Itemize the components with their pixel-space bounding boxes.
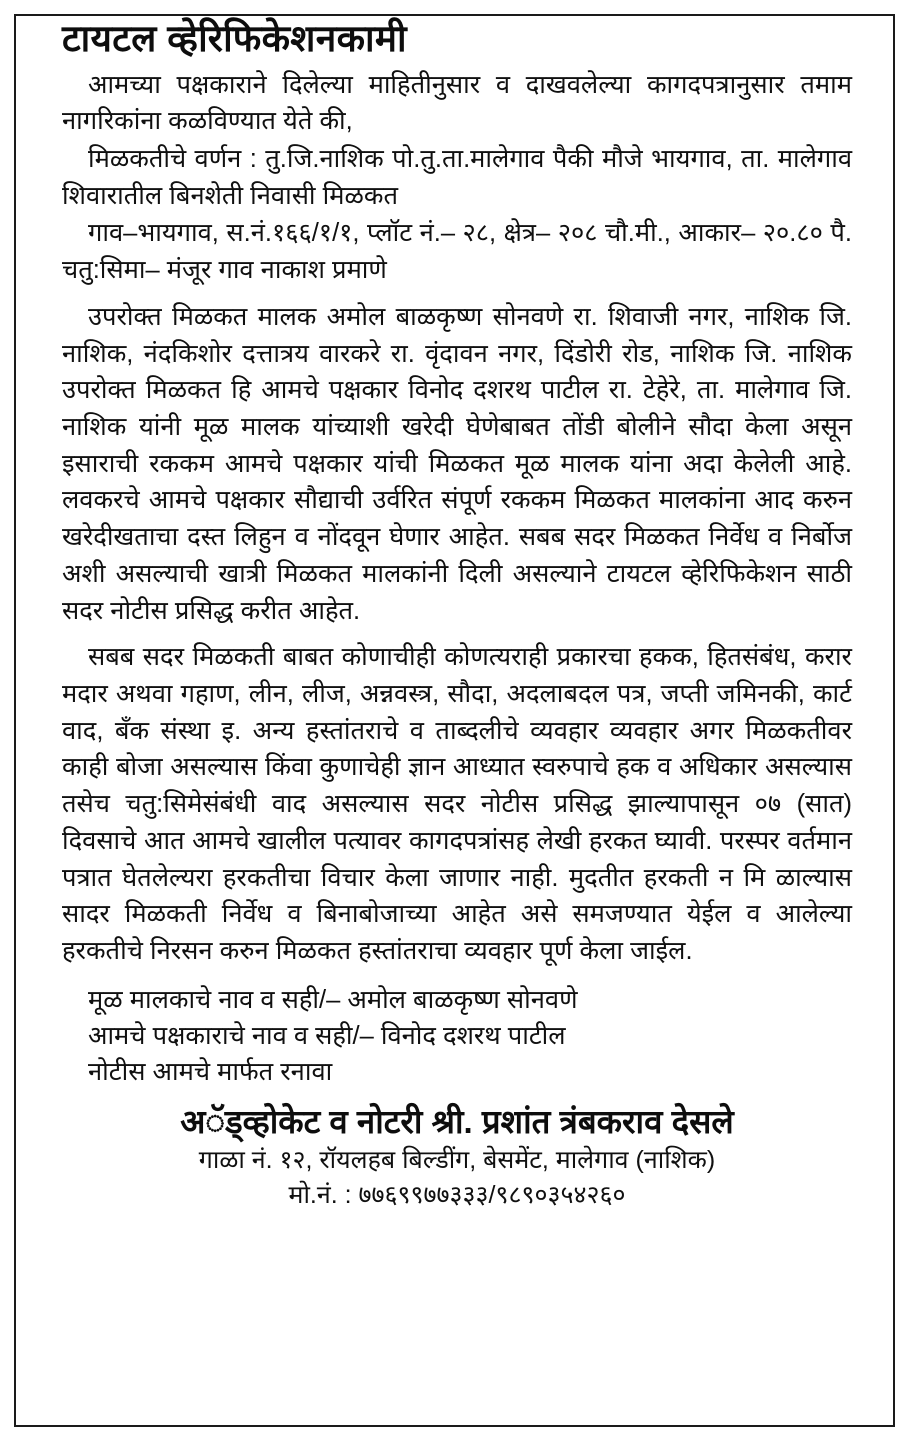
body-paragraph-2: सबब सदर मिळकती बाबत कोणाचीही कोणत्यराही प्रकारचा हकक, हितसंबंध, करार मदार अथवा गहाण, लीन, लीज, अन्नवस्त्र, सौदा, अदलाबदल पत्र, जप्ती जमिनकी, कार्ट वाद, बँक संस्था इ. अन्य हस्तांतराचे व ताब्दलीचे व्यवहार व्यवहार अगर मिळकतीवर काही बोजा असल्यास किंवा कुणाचेही ज्ञान आध्यात स्वरुपाचे हक व अधिकार असल्यास तसेच चतु:सिमेसंबंधी वाद असल्यास सदर नोटीस प्रसिद्ध झाल्यापासून ०७ (सात) दिवसाचे आत आमचे खालील पत्यावर कागदपत्रांसह लेखी हरकत घ्यावी. परस्पर वर्तमान पत्रात घेतलेल्यरा हरकतीचा विचार केला जाणार नाही. मुदतीत हरकती न मि ळाल्यास सादर मिळकती निर्वेध व बिनाबोजाच्या आहेत असे समजण्यात येईल व आलेल्या हरकतीचे निरसन करुन मिळकत हस्तांतराचा व्यवहार पूर्ण केला जाईल.: [62, 643, 852, 966]
signature-client: आमचे पक्षकाराचे नाव व सही/– विनोद दशरथ पाटील: [88, 1022, 566, 1050]
intro-paragraph: आमच्या पक्षकाराने दिलेल्या माहितीनुसार व दाखवलेल्या कागदपत्रानुसार तमाम नागरिकांना कळविण्यात येते की,: [62, 70, 852, 136]
notice-content: [62, 18, 852, 1213]
property-description-2: गाव–भायगाव, स.नं.१६६/१/१, प्लॉट नं.– २८, क्षेत्र– २०८ चौ.मी., आकार– २०.८० पै. चतु:सिमा– मंजूर गाव नाकाश प्रमाणे: [62, 219, 852, 285]
advocate-address: गाळा नं. १२, रॉयलहब बिल्डींग, बेसमेंट, मालेगाव (नाशिक): [198, 1146, 716, 1174]
signature-owner: मूळ मालकाचे नाव व सही/– अमोल बाळकृष्ण सोनवणे: [88, 985, 578, 1014]
signature-block: [62, 982, 852, 1091]
body-paragraph-1: उपरोक्त मिळकत मालक अमोल बाळकृष्ण सोनवणे रा. शिवाजी नगर, नाशिक जि. नाशिक, नंदकिशोर दत्तात्रय वारकरे रा. वृंदावन नगर, दिंडोरी रोड, नाशिक जि. नाशिक उपरोक्त मिळकत हि आमचे पक्षकार विनोद दशरथ पाटील रा. टेहेरे, ता. मालेगाव जि. नाशिक यांनी मूळ मालक यांच्याशी खरेदी घेणेबाबत तोंडी बोलीने सौदा केला असून इसाराची रककम आमचे पक्षकार यांची मिळकत मूळ मालक यांना अदा केलेली आहे. लवकरचे आमचे पक्षकार सौद्याची उर्वरित संपूर्ण रककम मिळकत मालकांना आद करुन खरेदीखताचा दस्त लिहुन व नोंदवून घेणार आहेत. सबब सदर मिळकत निर्वेध व निर्बोज अशी असल्याची खात्री मिळकत मालकांनी दिली असल्याने टायटल व्हेरिफिकेशन साठी सदर नोटीस प्रसिद्ध करीत आहेत.: [62, 302, 852, 625]
advocate-footer: [62, 1102, 852, 1212]
advocate-name: अॅड्व्होकेट व नोटरी श्री. प्रशांत त्रंबकराव देसले: [180, 1103, 734, 1141]
property-description-1: मिळकतीचे वर्णन : तु.जि.नाशिक पो.तु.ता.मालेगाव पैकी मौजे भायगाव, ता. मालेगाव शिवारातील बिनशेती निवासी मिळकत: [62, 144, 852, 210]
page-title: टायटल व्हेरिफिकेशनकामी: [62, 18, 407, 59]
advocate-phone: मो.नं. : ७७६९९७७३३३/९८९०३५४२६०: [288, 1180, 626, 1209]
notice-issued-by: नोटीस आमचे मार्फत रनावा: [88, 1058, 333, 1087]
